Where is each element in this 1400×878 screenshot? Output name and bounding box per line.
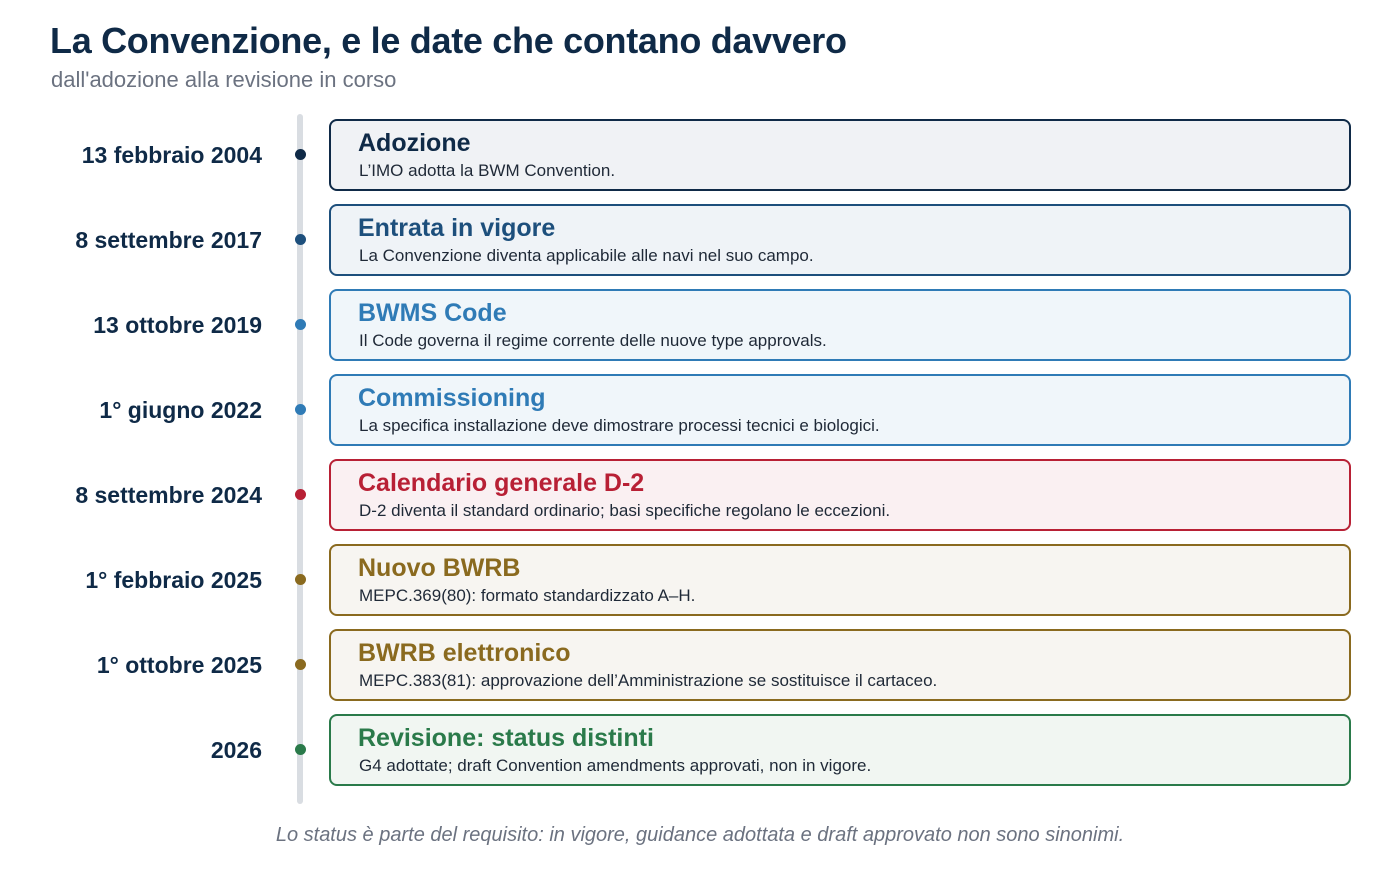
footnote: Lo status è parte del requisito: in vigore, guidance adottata e draft approvato non sono sinonimi. [275,824,1125,846]
event-description: D-2 diventa il standard ordinario; basi specifiche regolano le eccezioni. [359,501,891,520]
event-description: Il Code governa il regime corrente delle nuove type approvals. [359,331,827,350]
event-date: 8 settembre 2017 [75,227,262,253]
event-title: Commissioning [358,384,546,412]
event-date: 8 settembre 2024 [75,482,262,508]
timeline-event [0,289,1400,361]
event-card [329,289,1351,361]
event-title: Adozione [358,129,471,157]
event-card [329,119,1351,191]
page-subtitle: dall'adozione alla revisione in corso [51,67,397,92]
page-title: La Convenzione, e le date che contano davvero [50,20,847,61]
event-description: La Convenzione diventa applicabile alle navi nel suo campo. [359,246,814,265]
event-date: 1° ottobre 2025 [96,652,262,678]
event-date: 13 febbraio 2004 [81,142,262,168]
timeline-event [0,544,1400,616]
timeline-dot [295,319,306,330]
event-title: BWRB elettronico [358,639,571,667]
event-title: Nuovo BWRB [358,554,521,582]
event-card [329,629,1351,701]
event-date: 1° giugno 2022 [99,397,262,423]
timeline-event [0,204,1400,276]
event-description: G4 adottate; draft Convention amendments approvati, non in vigore. [359,756,872,775]
event-title: Entrata in vigore [358,214,556,242]
event-description: MEPC.383(81): approvazione dell’Amministrazione se sostituisce il cartaceo. [359,671,938,690]
timeline-dot [295,149,306,160]
event-date: 13 ottobre 2019 [93,312,262,338]
event-card [329,459,1351,531]
event-title: Revisione: status distinti [358,724,654,752]
timeline-event [0,629,1400,701]
event-date: 2026 [210,737,262,763]
timeline-dot [295,234,306,245]
event-description: L’IMO adotta la BWM Convention. [359,161,616,180]
event-description: La specifica installazione deve dimostrare processi tecnici e biologici. [359,416,880,435]
timeline-dot [295,744,306,755]
event-card [329,374,1351,446]
timeline-event [0,374,1400,446]
event-card [329,544,1351,616]
event-description: MEPC.369(80): formato standardizzato A–H. [359,586,696,605]
timeline-dot [295,574,306,585]
event-card [329,714,1351,786]
event-date: 1° febbraio 2025 [85,567,262,593]
timeline-event [0,714,1400,786]
event-title: BWMS Code [358,299,507,327]
event-title: Calendario generale D-2 [358,469,645,497]
timeline-event [0,459,1400,531]
timeline-event [0,119,1400,191]
timeline-dot [295,489,306,500]
timeline-dot [295,659,306,670]
timeline-dot [295,404,306,415]
event-card [329,204,1351,276]
